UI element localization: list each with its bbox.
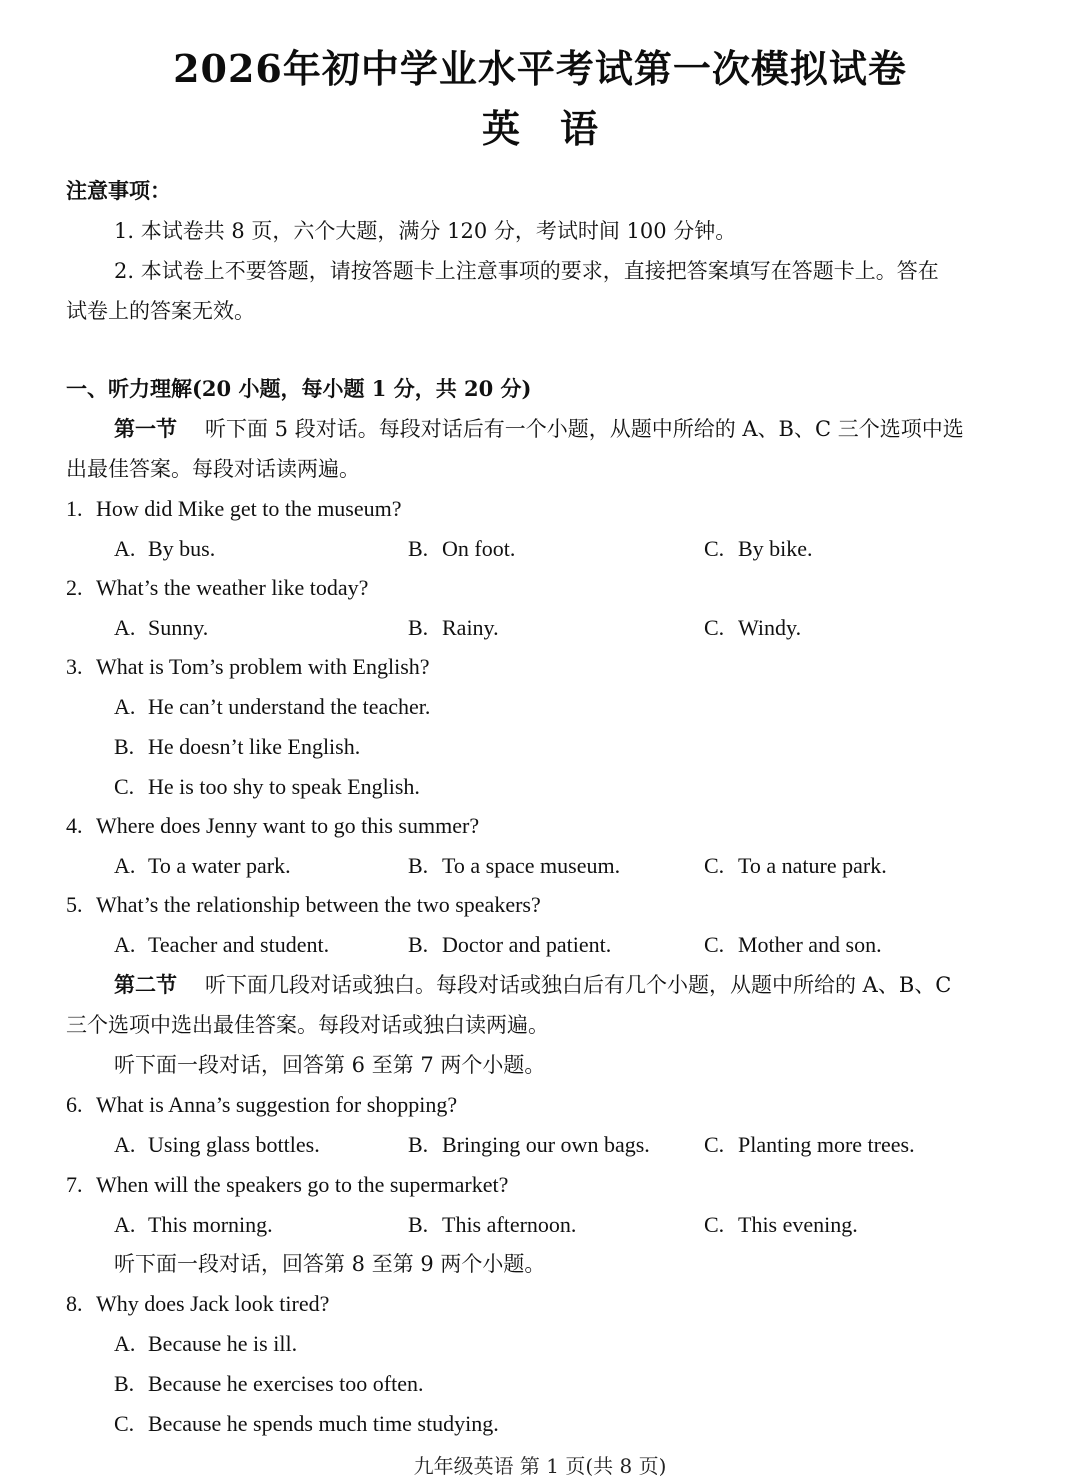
question-3 (66, 652, 430, 682)
section1-label: 第一节 (114, 416, 177, 441)
option-letter: B. (408, 615, 429, 640)
question-5 (66, 890, 541, 920)
option-text: Because he spends much time studying. (148, 1411, 499, 1436)
option-letter: C. (704, 1212, 725, 1237)
option-2b (408, 613, 499, 643)
option-1a (114, 534, 215, 564)
option-7c (704, 1210, 858, 1240)
question-number: 1. (66, 496, 83, 521)
option-letter: A. (114, 1212, 136, 1237)
option-text: Using glass bottles. (148, 1132, 320, 1157)
option-letter: A. (114, 1331, 136, 1356)
option-text: He can’t understand the teacher. (148, 694, 431, 719)
question-number: 7. (66, 1172, 83, 1197)
exam-title: 2026年初中学业水平考试第一次模拟试卷 (173, 46, 907, 91)
option-5a (114, 930, 329, 960)
option-text: To a water park. (148, 853, 291, 878)
question-text: When will the speakers go to the supermarket? (96, 1172, 509, 1197)
option-3a (114, 692, 430, 722)
question-number: 4. (66, 813, 83, 838)
question-text: What is Tom’s problem with English? (96, 654, 430, 679)
section1-instructions-line-1 (114, 414, 964, 444)
question-1 (66, 494, 402, 524)
option-4b (408, 851, 620, 881)
option-7a (114, 1210, 273, 1240)
option-letter: C. (704, 853, 725, 878)
option-text: This morning. (148, 1212, 273, 1237)
option-1c (704, 534, 813, 564)
option-text: Mother and son. (738, 932, 882, 957)
question-text: Why does Jack look tired? (96, 1291, 330, 1316)
question-text: How did Mike get to the museum? (96, 496, 402, 521)
option-6c (704, 1130, 915, 1160)
question-number: 3. (66, 654, 83, 679)
option-text: Planting more trees. (738, 1132, 915, 1157)
question-number: 5. (66, 892, 83, 917)
option-3b (114, 732, 360, 762)
option-2a (114, 613, 208, 643)
option-text: Doctor and patient. (442, 932, 612, 957)
option-letter: B. (408, 853, 429, 878)
option-4c (704, 851, 887, 881)
option-letter: C. (704, 536, 725, 561)
option-letter: C. (704, 615, 725, 640)
option-text: Bringing our own bags. (442, 1132, 650, 1157)
section2-label: 第二节 (114, 972, 177, 997)
option-text: Teacher and student. (148, 932, 330, 957)
section2-instructions-line-1 (114, 970, 951, 1000)
option-letter: B. (114, 1371, 135, 1396)
dialog-8-9-instruction: 听下面一段对话，回答第 8 至第 9 两个小题。 (114, 1252, 546, 1276)
option-3c (114, 772, 420, 802)
option-text: Windy. (738, 615, 802, 640)
option-letter: C. (704, 932, 725, 957)
option-4a (114, 851, 291, 881)
question-8 (66, 1289, 329, 1319)
question-6 (66, 1090, 457, 1120)
option-letter: A. (114, 932, 136, 957)
notice-item-1: 1. 本试卷共 8 页，六个大题，满分 120 分，考试时间 100 分钟。 (114, 219, 737, 243)
question-text: What’s the weather like today? (96, 575, 369, 600)
option-letter: C. (704, 1132, 725, 1157)
question-number: 8. (66, 1291, 83, 1316)
question-4 (66, 811, 479, 841)
notice-item-2-line-1: 2. 本试卷上不要答题，请按答题卡上注意事项的要求，直接把答案填写在答题卡上。答在 (114, 259, 939, 283)
option-text: On foot. (442, 536, 516, 561)
option-letter: C. (114, 1411, 135, 1436)
option-letter: B. (114, 734, 135, 759)
option-8c (114, 1409, 499, 1439)
option-text: Rainy. (442, 615, 499, 640)
question-number: 2. (66, 575, 83, 600)
option-text: He doesn’t like English. (148, 734, 361, 759)
option-text: This evening. (738, 1212, 858, 1237)
option-text: Because he is ill. (148, 1331, 298, 1356)
section1-instructions-line-2: 出最佳答案。每段对话读两遍。 (66, 457, 360, 481)
notice-item-2-line-2: 试卷上的答案无效。 (66, 299, 255, 323)
option-text: He is too shy to speak English. (148, 774, 420, 799)
option-letter: A. (114, 615, 136, 640)
question-number: 6. (66, 1092, 83, 1117)
option-5c (704, 930, 882, 960)
option-letter: B. (408, 1212, 429, 1237)
option-text: This afternoon. (442, 1212, 577, 1237)
option-letter: A. (114, 694, 136, 719)
dialog-6-7-instruction: 听下面一段对话，回答第 6 至第 7 两个小题。 (114, 1053, 546, 1077)
option-letter: B. (408, 932, 429, 957)
option-letter: A. (114, 536, 136, 561)
section2-instructions-line-2: 三个选项中选出最佳答案。每段对话或独白读两遍。 (66, 1013, 549, 1037)
option-7b (408, 1210, 576, 1240)
option-letter: A. (114, 853, 136, 878)
question-text: What’s the relationship between the two speakers? (96, 892, 541, 917)
option-letter: A. (114, 1132, 136, 1157)
option-text: By bike. (738, 536, 813, 561)
question-text: What is Anna’s suggestion for shopping? (96, 1092, 458, 1117)
option-letter: B. (408, 536, 429, 561)
question-text: Where does Jenny want to go this summer? (96, 813, 480, 838)
question-2 (66, 573, 368, 603)
option-8b (114, 1369, 424, 1399)
notice-heading: 注意事项： (66, 178, 171, 203)
option-text: Because he exercises too often. (148, 1371, 424, 1396)
page-footer: 九年级英语 第 1 页(共 8 页) (413, 1454, 667, 1478)
option-8a (114, 1329, 297, 1359)
option-5b (408, 930, 611, 960)
option-1b (408, 534, 515, 564)
subject-title: 英语 (481, 106, 638, 151)
question-7 (66, 1170, 508, 1200)
option-text: Sunny. (148, 615, 209, 640)
option-6a (114, 1130, 320, 1160)
option-6b (408, 1130, 650, 1160)
option-text: To a space museum. (442, 853, 621, 878)
part1-heading: 一、听力理解(20 小题，每小题 1 分，共 20 分) (66, 376, 532, 401)
option-letter: B. (408, 1132, 429, 1157)
option-text: To a nature park. (738, 853, 887, 878)
option-2c (704, 613, 801, 643)
option-letter: C. (114, 774, 135, 799)
section2-instr-text: 听下面几段对话或独白。每段对话或独白后有几个小题，从题中所给的 A、B、C (205, 973, 952, 997)
section1-instr-text: 听下面 5 段对话。每段对话后有一个小题，从题中所给的 A、B、C 三个选项中选 (205, 417, 964, 441)
option-text: By bus. (148, 536, 216, 561)
